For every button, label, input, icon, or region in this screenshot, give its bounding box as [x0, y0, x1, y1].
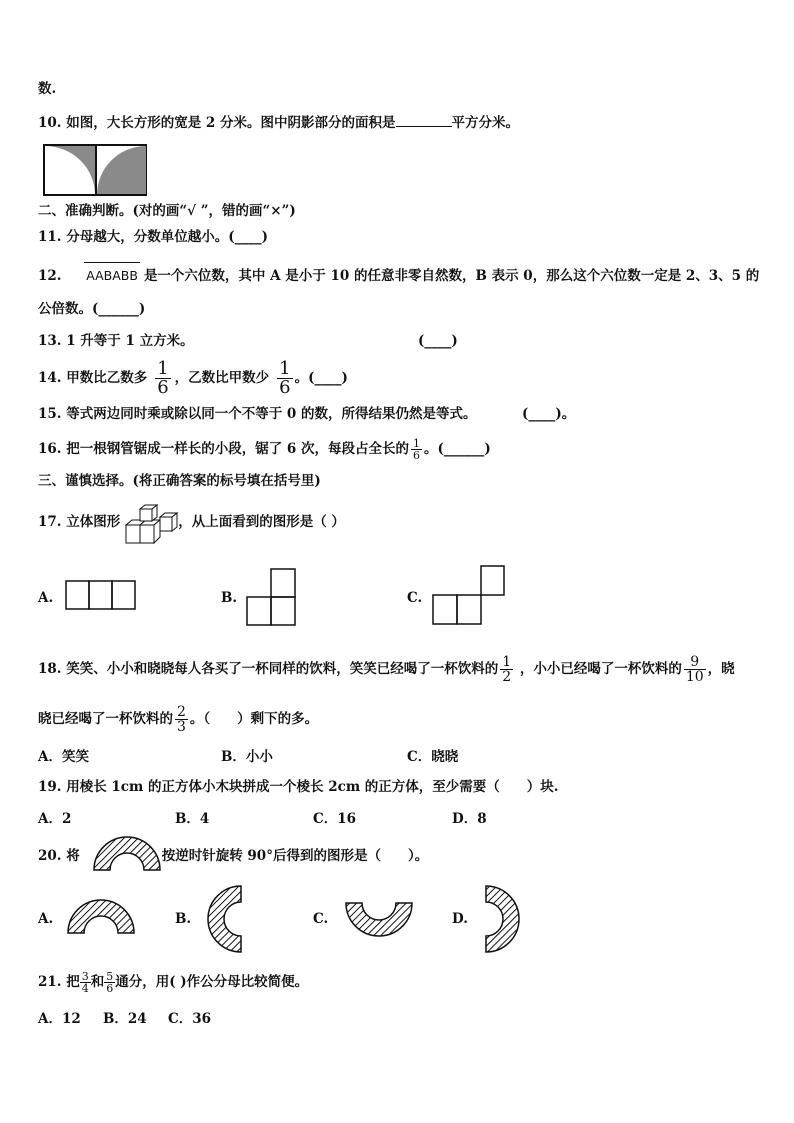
- top-fragment: 数.: [38, 81, 57, 97]
- question-15: 15. 等式两边同时乘或除以同一个不等于 0 的数，所得结果仍然是等式。: [38, 406, 477, 422]
- answer-paren[interactable]: 。(____): [294, 370, 348, 386]
- option-b-label[interactable]: B.: [221, 590, 238, 606]
- q18-option-c[interactable]: C．晓晓: [407, 749, 459, 765]
- fraction: $\frac{1}{6}$: [413, 436, 420, 462]
- q19-option-a[interactable]: A．2: [38, 811, 72, 827]
- answer-paren[interactable]: (____): [418, 333, 458, 349]
- question-18: 18. 笑笑、小小和晓晓每人各买了一杯同样的饮料，笑笑已经喝了一杯饮料的 $\frac{1}{2}$ ，小小已经喝了一杯饮料的 $\frac{9}{10}$ ，晓: [38, 653, 735, 685]
- answer-paren[interactable]: (______): [92, 301, 146, 317]
- answer-paren[interactable]: 。(______): [424, 441, 491, 457]
- fraction: $\frac{1}{6}$: [157, 357, 169, 398]
- solid-figure: [124, 503, 186, 545]
- fraction: $\frac{9}{10}$: [685, 653, 704, 685]
- question-12: 12. AABABB 是一个六位数，其中 A 是小于 10 的任意非零自然数，B 表示 0，那么这个六位数一定是 2、3、5 的: [38, 262, 759, 285]
- q20-option-a-label[interactable]: A.: [38, 911, 54, 927]
- q21-option-b[interactable]: B．24: [103, 1011, 147, 1027]
- q21-option-a[interactable]: A．12: [38, 1011, 81, 1027]
- q18-option-a[interactable]: A．笑笑: [38, 749, 89, 765]
- question-16: 16. 把一根钢管锯成一样长的小段，锯了 6 次，每段占全长的 $\frac{1}{6}$ 。(______): [38, 436, 491, 462]
- question-19: 19. 用棱长 1cm 的正方体小木块拼成一个棱长 2cm 的正方体，至少需要（ ）块.: [38, 779, 559, 795]
- section-3-heading: 三、谨慎选择。(将正确答案的标号填在括号里): [38, 473, 321, 489]
- question-14: 14. 甲数比乙数多 $\frac{1}{6}$ ，乙数比甲数少 $\frac{1}{6}$ 。(____): [38, 357, 348, 398]
- q18-option-b[interactable]: B．小小: [221, 749, 273, 765]
- question-13: 13. 1 升等于 1 立方米。: [38, 333, 194, 349]
- answer-paren[interactable]: (____): [228, 229, 268, 245]
- question-12-cont: 公倍数。(______): [38, 301, 146, 317]
- question-20: 20. 将 按逆时针旋转 90°后得到的图形是（ ）。: [38, 848, 429, 864]
- fraction: $\frac{1}{2}$: [502, 653, 512, 685]
- answer-paren[interactable]: (____)。: [522, 406, 576, 422]
- q21-option-c[interactable]: C．36: [168, 1011, 212, 1027]
- half-ring-figure: [92, 834, 162, 872]
- q10-figure: [43, 144, 147, 196]
- q19-option-d[interactable]: D．8: [452, 811, 487, 827]
- question-11: 11. 分母越大，分数单位越小。(____): [38, 229, 268, 245]
- q20-option-d-figure[interactable]: [484, 884, 522, 954]
- answer-blank[interactable]: [396, 126, 452, 127]
- option-c-label[interactable]: C.: [407, 590, 423, 606]
- q20-option-c-figure[interactable]: [344, 901, 414, 939]
- q20-option-b-figure[interactable]: [205, 884, 243, 954]
- option-b-figure[interactable]: [246, 568, 296, 626]
- section-2-heading: 二、准确判断。(对的画“√ ”，错的画“×”): [38, 203, 296, 219]
- fraction: $\frac{1}{6}$: [279, 357, 291, 398]
- q20-option-a-figure[interactable]: [66, 897, 136, 935]
- q19-option-b[interactable]: B．4: [175, 811, 210, 827]
- option-a-label[interactable]: A.: [38, 590, 54, 606]
- question-17: 17. 立体图形 ，从上面看到的图形是（ ）: [38, 514, 345, 530]
- question-21: 21. 把 $\frac{3}{4}$ 和 $\frac{5}{6}$ 通分，用( )作公分母比较简便。: [38, 969, 309, 995]
- q20-option-c-label[interactable]: C.: [313, 911, 329, 927]
- question-10: 10. 如图，大长方形的宽是 2 分米。图中阴影部分的面积是 平方分米。: [38, 115, 519, 131]
- fraction: $\frac{2}{3}$: [177, 703, 186, 735]
- fraction: $\frac{5}{6}$: [106, 969, 114, 995]
- q20-option-b-label[interactable]: B.: [175, 911, 192, 927]
- overline-number: AABABB: [84, 262, 140, 285]
- option-c-figure[interactable]: [432, 565, 506, 625]
- q19-option-c[interactable]: C．16: [313, 811, 357, 827]
- question-18-cont: 晓已经喝了一杯饮料的 $\frac{2}{3}$ 。（ ）剩下的多。: [38, 703, 319, 735]
- fraction: $\frac{3}{4}$: [81, 969, 89, 995]
- q20-option-d-label[interactable]: D.: [452, 911, 468, 927]
- option-a-figure[interactable]: [65, 580, 137, 610]
